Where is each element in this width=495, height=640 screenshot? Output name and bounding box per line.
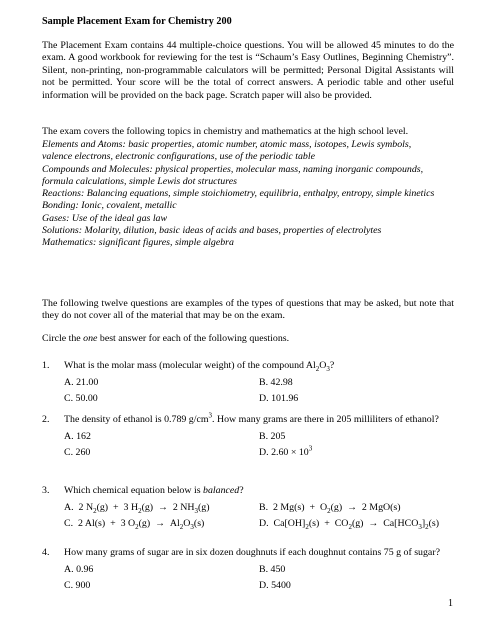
answer-option-a[interactable]: A. 2 $N_2(g) + 3$ $H_2(g) \to 2$ $NH_3(g)$ (64, 502, 210, 515)
circle-instruction (42, 333, 454, 345)
examples-note: The following twelve questions are examples of the types of questions that may be asked, but note that they do not cover all of the material that may be on the exam. (42, 298, 454, 322)
page-title: Sample Placement Exam for Chemistry 200 (42, 16, 232, 27)
topic-line: formula calculations, simple Lewis dot structures (42, 175, 237, 187)
answer-option-b[interactable]: B. 450 (259, 564, 286, 575)
circle-text-emphasis: one (83, 333, 98, 344)
answer-option-d[interactable]: D. 101.96 (259, 393, 299, 404)
question-stem: What is the molar mass (molecular weight) of the compound $Al_2O_3$? (64, 360, 335, 373)
question-4 (42, 547, 472, 591)
answer-option-d[interactable]: D. 5400 (259, 580, 291, 591)
topic-line: Reactions: Balancing equations, simple stoichiometry, equilibria, enthalpy, entropy, simple kinetics (42, 188, 435, 200)
question-stem: Which chemical equation below is balanced? (64, 485, 244, 496)
question-number: 4. (42, 547, 50, 558)
question-1 (42, 360, 472, 404)
topic-line: valence electrons, electronic configurations, use of the periodic table (42, 151, 315, 163)
answer-option-c[interactable]: C. 260 (64, 447, 91, 458)
answer-option-b[interactable]: B. 42.98 (259, 377, 293, 388)
question-3 (42, 485, 472, 531)
question-stem: How many grams of sugar are in six dozen doughnuts if each doughnut contains 75 g of sugar? (64, 547, 440, 558)
answer-option-a[interactable]: A. 162 (64, 431, 91, 442)
topics-intro: The exam covers the following topics in chemistry and mathematics at the high school level. (42, 126, 409, 137)
topic-line: Bonding: Ionic, covalent, metallic (42, 200, 177, 212)
answer-option-b[interactable]: B. 2 $Mg(s) + O_2(g) \to 2$ MgO(s) (259, 502, 401, 515)
question-2 (42, 411, 472, 458)
topic-line: Gases: Use of the ideal gas law (42, 212, 168, 224)
answer-option-a[interactable]: A. 0.96 (64, 564, 94, 575)
answer-option-c[interactable]: C. 900 (64, 580, 91, 591)
answer-option-b[interactable]: B. 205 (259, 431, 286, 442)
answer-option-a[interactable]: A. 21.00 (64, 377, 99, 388)
answer-option-c[interactable]: C. 2 Al(s) + 3 $O_2(g) \to Al_2O_3(s)$ (64, 518, 205, 531)
answer-option-c[interactable]: C. 50.00 (64, 393, 98, 404)
topic-line: Compounds and Molecules: physical properties, molecular mass, naming inorganic compounds, (42, 163, 424, 175)
circle-text-post: best answer for each of the following questions. (97, 333, 290, 344)
topic-line: Solutions: Molarity, dilution, basic ideas of acids and bases, properties of electrolytes (42, 225, 382, 237)
circle-text-pre: Circle the (42, 333, 84, 344)
page-number: 1 (448, 598, 453, 609)
answer-option-d[interactable]: D. $2.60 \times 10^3$ (259, 444, 313, 458)
topic-line: Mathematics: significant figures, simple algebra (42, 237, 234, 249)
question-stem: The density of ethanol is 0.789 $g/cm^3$. How many grams are there in 205 milliliters of ethanol? (64, 411, 439, 425)
intro-paragraph: The Placement Exam contains 44 multiple-choice questions. You will be allowed 45 minutes to do the exam. A good workbook for reviewing for the test is “Schaum’s Easy Outlines, Beginning Chemistry”. Silent, non-printing, non-programmable calculators will be permitted; Personal Digital Assistants will not be permitted. Your score will be the total of correct answers. A periodic table and other useful information will be provided on the back page. Scratch paper will also be provided. (42, 40, 454, 101)
topic-line: Elements and Atoms: basic properties, atomic number, atomic mass, isotopes, Lewis symbols, (42, 139, 412, 150)
question-number: 2. (42, 414, 50, 425)
topics-list (42, 139, 462, 250)
question-number: 3. (42, 485, 50, 496)
question-number: 1. (42, 360, 50, 371)
answer-option-d[interactable]: D. $Ca[OH]_2(s) + CO_2(g) \to Ca[HCO_3]_2(s)$ (259, 518, 440, 531)
